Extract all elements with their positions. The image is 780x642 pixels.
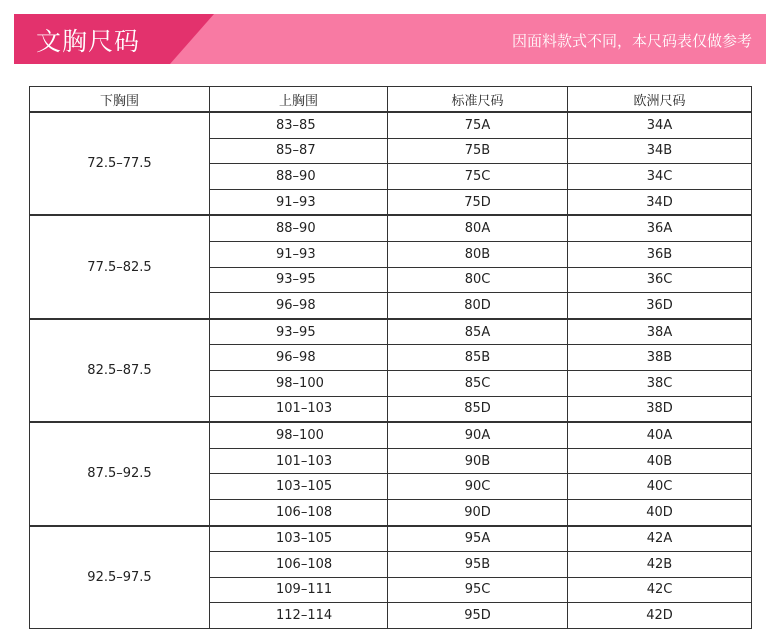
standard-size: 80D — [388, 293, 568, 319]
eu-size: 42B — [568, 552, 752, 578]
eu-size: 34C — [568, 164, 752, 190]
bust-range: 96–98 — [210, 345, 388, 371]
eu-size: 34B — [568, 138, 752, 164]
standard-size: 85A — [388, 319, 568, 345]
bust-range: 101–103 — [210, 448, 388, 474]
bust-range: 91–93 — [210, 189, 388, 215]
header-standard-size: 标准尺码 — [388, 87, 568, 113]
bust-range: 103–105 — [210, 474, 388, 500]
bust-range: 109–111 — [210, 577, 388, 603]
eu-size: 40B — [568, 448, 752, 474]
header-row — [30, 87, 752, 113]
eu-size: 38D — [568, 396, 752, 422]
standard-size: 75C — [388, 164, 568, 190]
standard-size: 85C — [388, 370, 568, 396]
underbust-range: 77.5–82.5 — [30, 215, 210, 318]
standard-size: 75A — [388, 112, 568, 138]
table-row — [30, 319, 752, 345]
bust-range: 91–93 — [210, 241, 388, 267]
disclaimer-note: 因面料款式不同，本尺码表仅做参考 — [511, 32, 752, 50]
table-row — [30, 215, 752, 241]
standard-size: 95C — [388, 577, 568, 603]
standard-size: 80A — [388, 215, 568, 241]
underbust-range: 92.5–97.5 — [30, 526, 210, 629]
standard-size: 90A — [388, 422, 568, 448]
bust-range: 85–87 — [210, 138, 388, 164]
standard-size: 95B — [388, 552, 568, 578]
bust-range: 88–90 — [210, 215, 388, 241]
eu-size: 34A — [568, 112, 752, 138]
bust-range: 101–103 — [210, 396, 388, 422]
bust-range: 98–100 — [210, 370, 388, 396]
header-bust: 上胸围 — [210, 87, 388, 113]
standard-size: 95A — [388, 526, 568, 552]
standard-size: 75B — [388, 138, 568, 164]
eu-size: 40C — [568, 474, 752, 500]
eu-size: 38C — [568, 370, 752, 396]
bust-range: 83–85 — [210, 112, 388, 138]
table-row — [30, 112, 752, 138]
standard-size: 75D — [388, 189, 568, 215]
eu-size: 42D — [568, 603, 752, 629]
standard-size: 85B — [388, 345, 568, 371]
bust-range: 96–98 — [210, 293, 388, 319]
standard-size: 90D — [388, 499, 568, 525]
standard-size: 80C — [388, 267, 568, 293]
table-row — [30, 422, 752, 448]
size-chart-table — [29, 86, 752, 629]
bust-range: 103–105 — [210, 526, 388, 552]
table-row — [30, 526, 752, 552]
bust-range: 106–108 — [210, 552, 388, 578]
standard-size: 85D — [388, 396, 568, 422]
eu-size: 36B — [568, 241, 752, 267]
standard-size: 95D — [388, 603, 568, 629]
eu-size: 36A — [568, 215, 752, 241]
eu-size: 42A — [568, 526, 752, 552]
eu-size: 40A — [568, 422, 752, 448]
header-underbust: 下胸围 — [30, 87, 210, 113]
standard-size: 90B — [388, 448, 568, 474]
eu-size: 38B — [568, 345, 752, 371]
title-banner — [14, 14, 766, 64]
bust-range: 88–90 — [210, 164, 388, 190]
eu-size: 36D — [568, 293, 752, 319]
eu-size: 38A — [568, 319, 752, 345]
eu-size: 34D — [568, 189, 752, 215]
eu-size: 40D — [568, 499, 752, 525]
standard-size: 80B — [388, 241, 568, 267]
underbust-range: 87.5–92.5 — [30, 422, 210, 525]
bust-range: 93–95 — [210, 319, 388, 345]
standard-size: 90C — [388, 474, 568, 500]
header-eu-size: 欧洲尺码 — [568, 87, 752, 113]
eu-size: 42C — [568, 577, 752, 603]
eu-size: 36C — [568, 267, 752, 293]
bust-range: 112–114 — [210, 603, 388, 629]
bust-range: 93–95 — [210, 267, 388, 293]
bust-range: 98–100 — [210, 422, 388, 448]
underbust-range: 72.5–77.5 — [30, 112, 210, 215]
bust-range: 106–108 — [210, 499, 388, 525]
underbust-range: 82.5–87.5 — [30, 319, 210, 422]
page-title: 文胸尺码 — [36, 27, 141, 56]
